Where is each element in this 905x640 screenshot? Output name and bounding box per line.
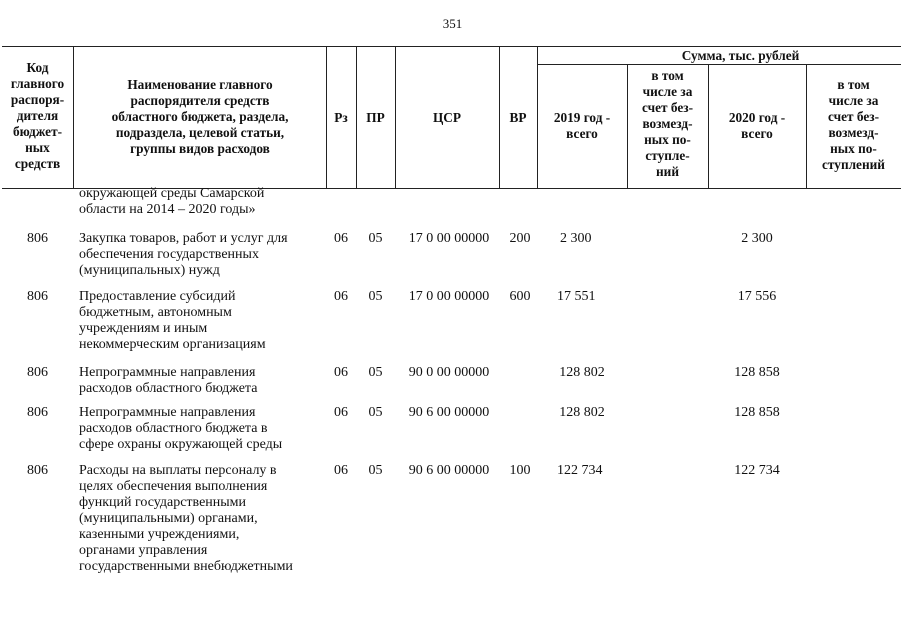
row-rz: 06: [334, 289, 348, 304]
header-sum-group: Сумма, тыс. рублей: [681, 48, 800, 63]
row-name: Непрограммные направления расходов областного бюджета в сфере охраны окружающей среды: [79, 405, 283, 452]
row-vr: 100: [509, 463, 531, 478]
row-name: Расходы на выплаты персоналу в целях обеспечения выполнения функций государственными (муниципальными) органами, казенными учреждениями, органами управления государственными внебюджетными: [79, 463, 293, 574]
row-code: 806: [27, 365, 48, 380]
row-code: 806: [27, 405, 48, 420]
header-sum-divider: [537, 64, 901, 65]
row-csr: 90 6 00 00000: [408, 463, 490, 478]
row-2020: 128 858: [734, 405, 780, 420]
header-vr: ВР: [509, 110, 527, 125]
row-csr: 90 6 00 00000: [408, 405, 490, 420]
row-2019: 17 551: [557, 289, 596, 304]
row-name: Закупка товаров, работ и услуг для обеспечения государственных (муниципальных) нужд: [79, 231, 288, 278]
row-pr: 05: [368, 231, 383, 246]
row-csr: 17 0 00 00000: [408, 289, 490, 304]
header-2020-total: 2020 год - всего: [728, 110, 786, 141]
row-2019: 122 734: [557, 463, 603, 478]
header-2019-total: 2019 год - всего: [553, 110, 611, 141]
row-2020: 128 858: [734, 365, 780, 380]
row-pr: 05: [368, 405, 383, 420]
row-vr: 600: [509, 289, 531, 304]
header-2019-incl: в том числе за счет без- возмезд- ных по- ступле- ний: [641, 68, 694, 179]
row-csr: 90 0 00 00000: [408, 365, 490, 380]
header-name: Наименование главного распорядителя средств областного бюджета, раздела, подраздела, целевой статьи, группы видов расходов: [111, 77, 289, 156]
row-2019: 128 802: [559, 365, 605, 380]
row-code: 806: [27, 289, 48, 304]
row-csr: 17 0 00 00000: [408, 231, 490, 246]
header-2020-incl: в том числе за счет без- возмезд- ных по- ступлений: [822, 77, 885, 172]
row-pr: 05: [368, 463, 383, 478]
page-number: 351: [442, 16, 463, 31]
row-rz: 06: [334, 365, 348, 380]
row-2020: 122 734: [734, 463, 780, 478]
continuation-text: окружающей среды Самарской области на 2014 – 2020 годы»: [79, 186, 265, 217]
header-code: Код главного распоря- дителя бюджет- ных средств: [10, 60, 65, 171]
header-pr: ПР: [366, 110, 385, 125]
row-2020: 17 556: [737, 289, 777, 304]
row-2020: 2 300: [741, 231, 773, 246]
row-name: Непрограммные направления расходов областного бюджета: [79, 365, 258, 396]
row-pr: 05: [368, 365, 383, 380]
row-rz: 06: [334, 405, 348, 420]
row-code: 806: [27, 231, 48, 246]
row-2019: 128 802: [559, 405, 605, 420]
row-name: Предоставление субсидий бюджетным, автономным учреждениям и иным некоммерческим организациям: [79, 289, 266, 352]
row-2019: 2 300: [560, 231, 592, 246]
row-code: 806: [27, 463, 48, 478]
header-csr: ЦСР: [432, 110, 462, 125]
row-rz: 06: [334, 231, 348, 246]
row-pr: 05: [368, 289, 383, 304]
header-rz: Рз: [334, 110, 348, 125]
row-rz: 06: [334, 463, 348, 478]
row-vr: 200: [509, 231, 531, 246]
